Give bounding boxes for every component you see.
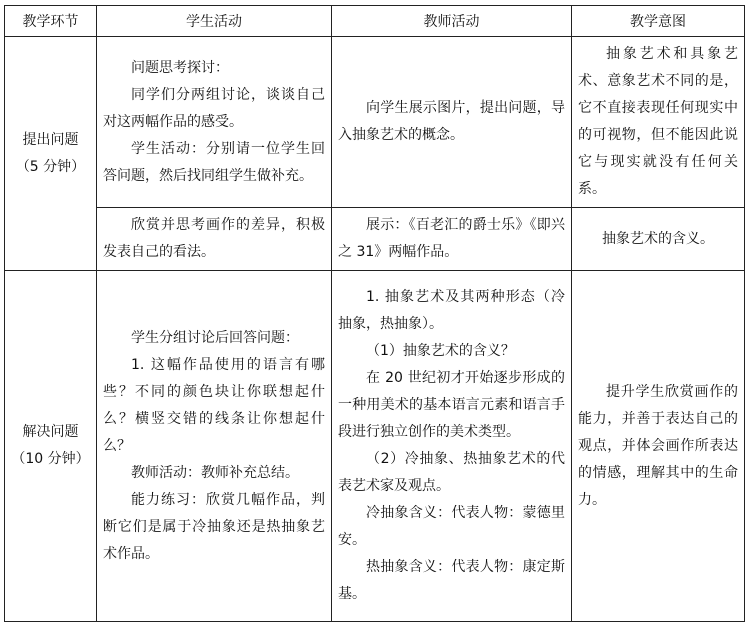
teaching-purpose-cell [572, 37, 745, 208]
teacher-activity-cell [332, 208, 572, 271]
paragraph: 向学生展示图片，提出问题，导入抽象艺术的概念。 [338, 100, 565, 143]
paragraph: 在 20 世纪初才开始逐步形成的一种用美术的基本语言元素和语言手段进行独立创作的美术类型。 [338, 370, 565, 440]
paragraph: 展示：《百老汇的爵士乐》《即兴之 31》两幅作品。 [338, 217, 565, 260]
header-stage: 教学环节 [5, 6, 97, 37]
stage-name: 解决问题 [22, 424, 79, 440]
paragraph: （1）抽象艺术的含义？ [366, 343, 515, 359]
stage-duration: （5 分钟） [15, 158, 86, 175]
header-teaching-purpose: 教学意图 [572, 6, 745, 37]
paragraph: 欣赏并思考画作的差异，积极发表自己的看法。 [103, 217, 325, 260]
paragraph: （2）冷抽象、热抽象艺术的代表艺术家及观点。 [338, 451, 565, 494]
table-row [5, 271, 745, 622]
paragraph: 1. 抽象艺术及其两种形态（冷抽象，热抽象）。 [338, 289, 565, 332]
stage-duration: （10 分钟） [11, 451, 90, 467]
paragraph: 学生活动：分别请一位学生回答问题，然后找同组学生做补充。 [103, 140, 325, 184]
teacher-activity-cell [332, 37, 572, 208]
student-activity-cell [97, 208, 332, 271]
paragraph: 热抽象含义：代表人物：康定斯基。 [338, 559, 565, 602]
paragraph: 冷抽象含义：代表人物：蒙德里安。 [338, 505, 565, 548]
table-row [5, 37, 745, 208]
teacher-activity-cell [332, 271, 572, 622]
paragraph: 提升学生欣赏画作的能力，并善于表达自己的观点，并体会画作所表达的情感，理解其中的生命力。 [578, 383, 738, 508]
student-activity-cell [97, 271, 332, 622]
lesson-plan-table [4, 5, 745, 622]
table-row [5, 208, 745, 271]
paragraph: 同学们分两组讨论，谈谈自己对这两幅作品的感受。 [103, 86, 325, 130]
header-teacher-activity: 教师活动 [332, 6, 572, 37]
paragraph: 学生分组讨论后回答问题： [131, 329, 299, 346]
teaching-purpose-cell [572, 271, 745, 622]
paragraph: 能力练习：欣赏几幅作品，判断它们是属于冷抽象还是热抽象艺术作品。 [103, 491, 325, 562]
paragraph: 教师活动：教师补充总结。 [131, 464, 299, 481]
stage-cell-solve-question [5, 271, 97, 622]
header-student-activity: 学生活动 [97, 6, 332, 37]
paragraph: 问题思考探讨： [131, 59, 229, 76]
teaching-purpose-cell [572, 208, 745, 271]
student-activity-cell [97, 37, 332, 208]
header-row [5, 6, 745, 37]
paragraph: 抽象艺术和具象艺术、意象艺术不同的是，它不直接表现任何现实中的可视物，但不能因此说它与现实就没有任何关系。 [578, 46, 738, 197]
stage-cell-raise-question [5, 37, 97, 271]
stage-name: 提出问题 [22, 131, 79, 148]
paragraph: 1. 这幅作品使用的语言有哪些？不同的颜色块让你联想起什么？横竖交错的线条让你想起什么？ [103, 356, 325, 454]
paragraph: 抽象艺术的含义。 [602, 230, 714, 247]
